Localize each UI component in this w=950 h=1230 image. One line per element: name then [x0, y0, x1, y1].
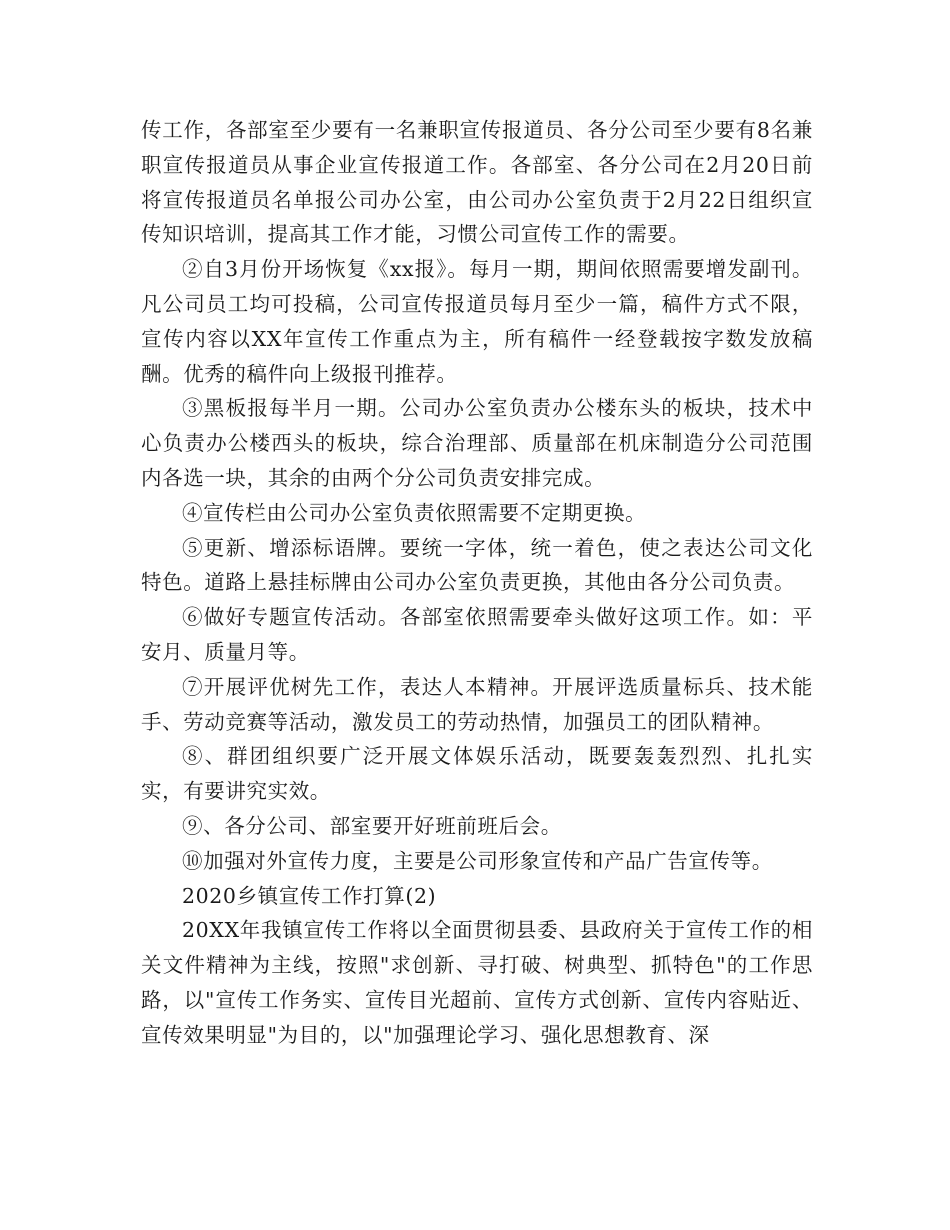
paragraph-1: 传工作，各部室至少要有一名兼职宣传报道员、各分公司至少要有8名兼职宣传报道员从事企业宣传报道工作。各部室、各分公司在2月20日前将宣传报道员名单报公司办公室，由公司办公室负责于2月22日组织宣传知识培训，提高其工作才能，习惯公司宣传工作的需要。 [141, 118, 813, 247]
paragraph-3: ③黑板报每半月一期。公司办公室负责办公楼东头的板块，技术中心负责办公楼西头的板块，综合治理部、质量部在机床制造分公司范围内各选一块，其余的由两个分公司负责安排完成。 [141, 396, 813, 490]
paragraph-8: ⑧、群团组织要广泛开展文体娱乐活动，既要轰轰烈烈、扎扎实实，有要讲究实效。 [141, 744, 813, 804]
paragraph-9: ⑨、各分公司、部室要开好班前班后会。 [182, 813, 562, 838]
paragraph-10: ⑩加强对外宣传力度，主要是公司形象宣传和产品广告宣传等。 [182, 848, 773, 873]
paragraph-4: ④宣传栏由公司办公室负责依照需要不定期更换。 [182, 500, 647, 525]
paragraph-7: ⑦开展评优树先工作，表达人本精神。开展评选质量标兵、技术能手、劳动竞赛等活动，激发员工的劳动热情，加强员工的团队精神。 [141, 674, 813, 734]
paragraph-2: ②自3月份开场恢复《xx报》。每月一期，期间依照需要增发副刊。凡公司员工均可投稿，公司宣传报道员每月至少一篇，稿件方式不限，宣传内容以XX年宣传工作重点为主，所有稿件一经登载按字数发放稿酬。优秀的稿件向上级报刊推荐。 [141, 257, 813, 386]
paragraph-6: ⑥做好专题宣传活动。各部室依照需要牵头做好这项工作。如：平安月、质量月等。 [141, 605, 813, 664]
paragraph-12: 20XX年我镇宣传工作将以全面贯彻县委、县政府关于宣传工作的相关文件精神为主线，按照"求创新、寻打破、树典型、抓特色"的工作思路，以"宣传工作务实、宣传目光超前、宣传方式创新、宣传内容贴近、宣传效果明显"为目的，以"加强理论学习、强化思想教育、深 [141, 918, 813, 1047]
paragraph-5: ⑤更新、增添标语牌。要统一字体，统一着色，使之表达公司文化特色。道路上悬挂标牌由公司办公室负责更换，其他由各分公司负责。 [141, 535, 813, 595]
body-text [141, 113, 813, 1053]
section-heading: 2020乡镇宣传工作打算(2) [182, 883, 437, 908]
